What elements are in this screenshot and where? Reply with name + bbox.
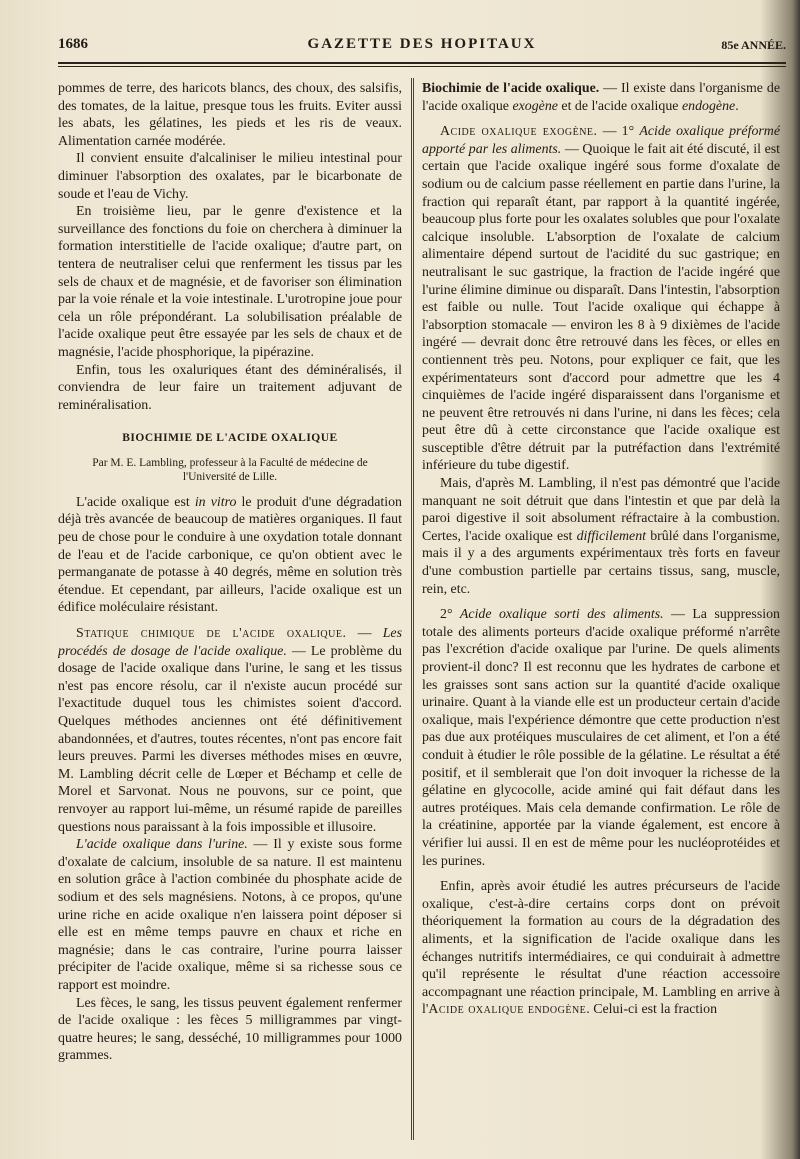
column-divider [411,78,412,1140]
paragraph: Biochimie de l'acide oxalique. — Il existe dans l'organisme de l'acide oxalique exogène et de l'acide oxalique endogène. [422,81,780,114]
paragraph: 2° Acide oxalique sorti des aliments. — La suppression totale des aliments porteurs d'acide oxalique préformé n'arrête pas l'excrétion d'acide oxalique par l'urine. De quels aliments provient-il donc? Il est reconnu que les hydrates de carbone et les graisses sont sans action sur la quantité d'acide oxalique urinaire. Quant à la viande elle est un producteur certain d'acide oxalique, mais l'expérience démontre que cette production n'est pas due aux protéiques musculaires de cet aliment, et l'on a été conduit à étudier le rôle possible de la gélatine. Le résultat a été positif, et il semblerait que l'on doit invoquer la richesse de la gélatine en glycocolle, acide aminé qui fait défaut dans les autres protéiques. Mais cela demande confirmation. Le rôle de la créatinine, apportée par la viande également, est encore à vérifier lui aussi. Il en est de même pour les nucléoprotéides et les purines. [422,607,780,869]
paragraph: Acide oxalique exogène. — 1° Acide oxalique préformé apporté par les aliments. — Quoique le fait ait été discuté, il est certain que l'acide oxalique ingéré sous forme d'oxalate de sodium ou de calcium passe réellement en partie dans l'urine, la fraction qui reparaît étant, par rapport à la quantité ingérée, beaucoup plus forte pour les oxalates solubles que pour l'oxalate calcique insoluble. L'absorption de l'oxalate de calcium alimentaire dépend surtout de l'acidité du suc gastrique; en neutralisant le suc gastrique, la fraction de l'acide ingéré que l'urine élimine diminue ou disparaît. Dans l'intestin, l'absorption est faible ou nulle. Tout l'acide oxalique qui échappe à l'absorption stomacale — environ les 8 à 9 dixièmes de l'acide ingéré — devrait donc être retrouvé dans les fèces, or elles en contiennent très peu. Notons, pour expliquer ce fait, que les expérimentateurs sont d'accord pour admettre que les 4 cinquièmes de l'acide ingéré disparaissent dans l'organisme et ne peuvent être retrouvés ni dans l'urine, ni dans les fèces; cela peut être dû à cette circonstance que l'acide oxalique est susceptible d'être détruit par la putréfaction dans l'extrémité inférieure du tube digestif. [422,124,780,474]
column-divider-inner [413,78,414,1140]
journal-title: GAZETTE DES HOPITAUX [307,36,537,52]
paragraph: En troisième lieu, par le genre d'existence et la surveillance des fonctions du foie on cherchera à diminuer la formation interstitielle de l'acide oxalique; d'autre part, on tentera de neutraliser celui que renferment les tissus par les sels de chaux et de magnésie, et de favoriser son élimination par la voie rénale et la voie intestinale. L'urotropine joue pour cela un rôle prépondérant. La solubilisation préalable de l'acide oxalique peut être essayée par les sels de chaux et de magnésie, l'acide phosphorique, la pipérazine. [58,204,402,360]
subheading: Statique chimique de l'acide oxalique. [76,626,347,642]
paragraph: Statique chimique de l'acide oxalique. — Les procédés de dosage de l'acide oxalique. — Le problème du dosage de l'acide oxalique dans l'urine, le sang et les tissus n'est pas encore résolu, car il n'existe aucun procédé sur l'exactitude duquel tous les chimistes soient d'accord. Quelques méthodes anciennes ont été définitivement abandonnées, et d'autres, toutes récentes, n'ont pas encore fait leurs preuves. Parmi les diverses méthodes mises en œuvre, M. Lambling décrit celle de Lœper et Béchamp et celle de Morel et Sarvonat. Nous ne pouvons, sur ce point, que renvoyer au rapport lui-même, un résumé rapide de pareilles questions nous paraissant à la fois impossible et illusoire. [58,626,402,835]
paragraph: Mais, d'après M. Lambling, il n'est pas démontré que l'acide manquant ne soit détruit que dans l'intestin et que par delà la paroi digestive il soit absolument réfractaire à la combustion. Certes, l'acide oxalique est difficilement brûlé dans l'organisme, mais il y a des arguments expérimentaux très forts en faveur d'une combustion partielle par certains tissus, sang, muscle, rein, etc. [422,476,780,597]
header-rule-top [58,62,786,64]
subheading: Acide oxalique endogène [428,1002,587,1018]
byline: Par M. E. Lambling, professeur à la Faculté de médecine de l'Université de Lille. [92,456,368,483]
section-title: BIOCHIMIE DE L'ACIDE OXALIQUE [122,432,338,445]
paragraph: Les fèces, le sang, les tissus peuvent également renfermer de l'acide oxalique : les fèces 5 milligrammes par vingt-quatre heures; le sang, desséché, 10 milligrammes pour 1000 grammes. [58,995,402,1064]
paragraph: L'acide oxalique dans l'urine. — Il y existe sous forme d'oxalate de calcium, insoluble de sa nature. Il est maintenu en solution grâce à l'action combinée du phosphate acide de sodium et des sels magnésiens. Notons, à ce propos, qu'une urine riche en acide oxalique n'en laissera point déposer si elle est en même temps pauvre en chaux et riche en magnésie; dans le cas contraire, l'urine pourra laisser précipiter de l'acide oxalique, même si sa richesse sous ce rapport est moindre. [58,837,402,993]
paragraph: pommes de terre, des haricots blancs, des choux, des salsifis, des tomates, de la laitue, presque tous les fruits. Eviter aussi les abats, les gélatines, les pieds et les ris de veaux. Alimentation carnée modérée. [58,81,402,149]
header-rule-bottom [58,66,786,67]
right-column [422,80,780,1150]
paragraph: L'acide oxalique est in vitro le produit d'une dégradation déjà très avancée de beaucoup de matières organiques. Il faut peu de chose pour le conduire à une oxydation totale donnant de l'eau et de l'acide carbonique, ce qu'on obtient avec le permanganate de potasse à 40 degrés, même en solution très étendue. Et cependant, par ailleurs, l'acide oxalique est un édifice moléculaire résistant. [58,494,402,616]
page-header [58,36,786,62]
paragraph: Enfin, tous les oxaluriques étant des déminéralisés, il conviendra de leur faire un traitement adjuvant de reminéralisation. [58,362,402,413]
volume-year: 85e ANNÉE. [721,38,786,52]
paragraph: Enfin, après avoir étudié les autres précurseurs de l'acide oxalique, c'est-à-dire certains corps dont on prévoit théoriquement la formation au cours de la dégradation des aliments, et la signification de l'acide oxalique dans les échanges nutritifs intermédiaires, ce qui conduirait à admettre qu'il représente le résultat d'une réaction accessoire accompagnant une réaction principale, M. Lambling en arrive à l'Acide oxalique endogène. Celui-ci est la fraction [422,879,780,1018]
subheading: Acide oxalique exogène. [440,124,598,140]
paragraph: Il convient ensuite d'alcaliniser le milieu intestinal pour diminuer l'absorption des oxalates, par le bicarbonate de soude et l'eau de Vichy. [58,151,402,202]
page-number: 1686 [58,36,88,52]
subheading: Biochimie de l'acide oxalique. [422,81,600,96]
left-column [58,80,402,1150]
